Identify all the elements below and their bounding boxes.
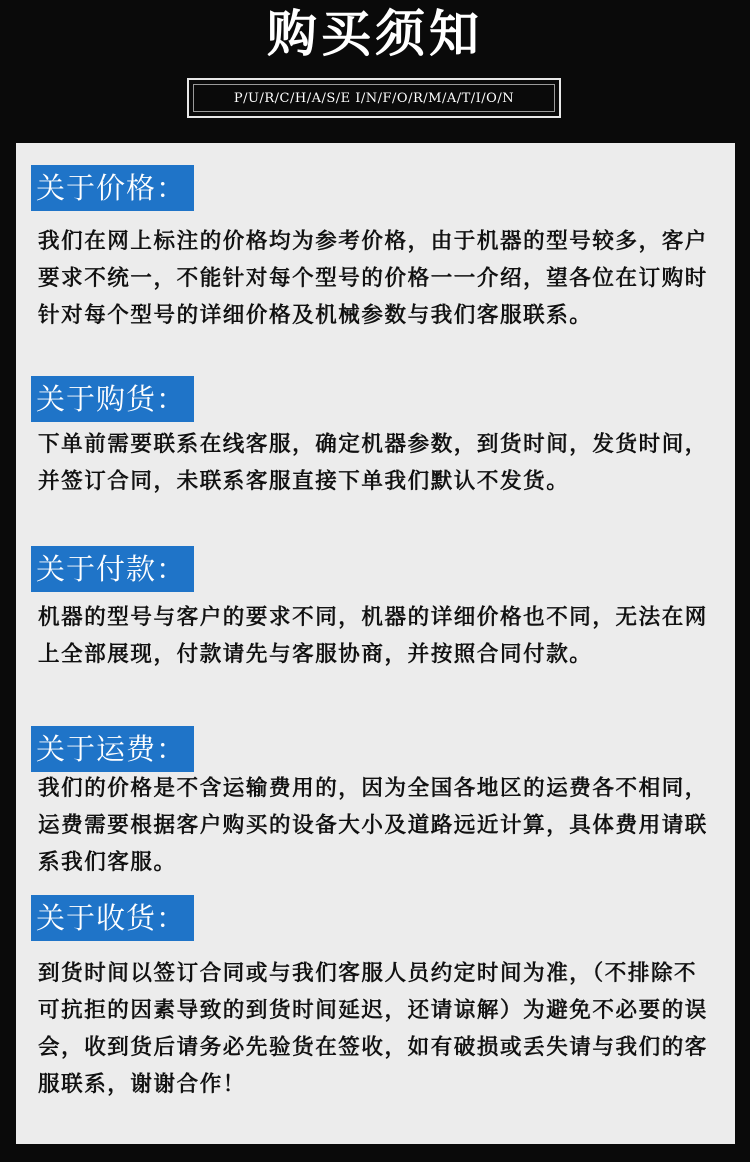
section-text: 机器的型号与客户的要求不同，机器的详细价格也不同，无法在网上全部展现，付款请先与客服协商，并按照合同付款。 xyxy=(38,605,708,667)
page-subtitle: P/U/R/C/H/A/S/E I/N/F/O/R/M/A/T/I/O/N xyxy=(233,90,515,106)
page-header xyxy=(0,0,750,140)
section-label: 关于购货： xyxy=(31,376,194,422)
subtitle-frame xyxy=(187,78,561,118)
section-label: 关于运费： xyxy=(31,726,194,772)
content-panel xyxy=(16,143,735,1144)
section-label: 关于价格： xyxy=(31,165,194,211)
page-title: 购买须知 xyxy=(267,4,483,63)
section-text: 我们在网上标注的价格均为参考价格，由于机器的型号较多，客户要求不统一，不能针对每个型号的价格一一介绍，望各位在订购时针对每个型号的详细价格及机械参数与我们客服联系。 xyxy=(38,229,708,328)
section-label: 关于收货： xyxy=(31,895,194,941)
section-text: 到货时间以签订合同或与我们客服人员约定时间为准，（不排除不可抗拒的因素导致的到货时间延迟，还请谅解）为避免不必要的误会，收到货后请务必先验货在签收，如有破损或丢失请与我们的客服联系，谢谢合作！ xyxy=(38,961,708,1097)
section-text: 下单前需要联系在线客服，确定机器参数，到货时间，发货时间，并签订合同，未联系客服直接下单我们默认不发货。 xyxy=(38,432,708,494)
section-label: 关于付款： xyxy=(31,546,194,592)
section-text: 我们的价格是不含运输费用的，因为全国各地区的运费各不相同，运费需要根据客户购买的设备大小及道路远近计算，具体费用请联系我们客服。 xyxy=(38,776,708,875)
